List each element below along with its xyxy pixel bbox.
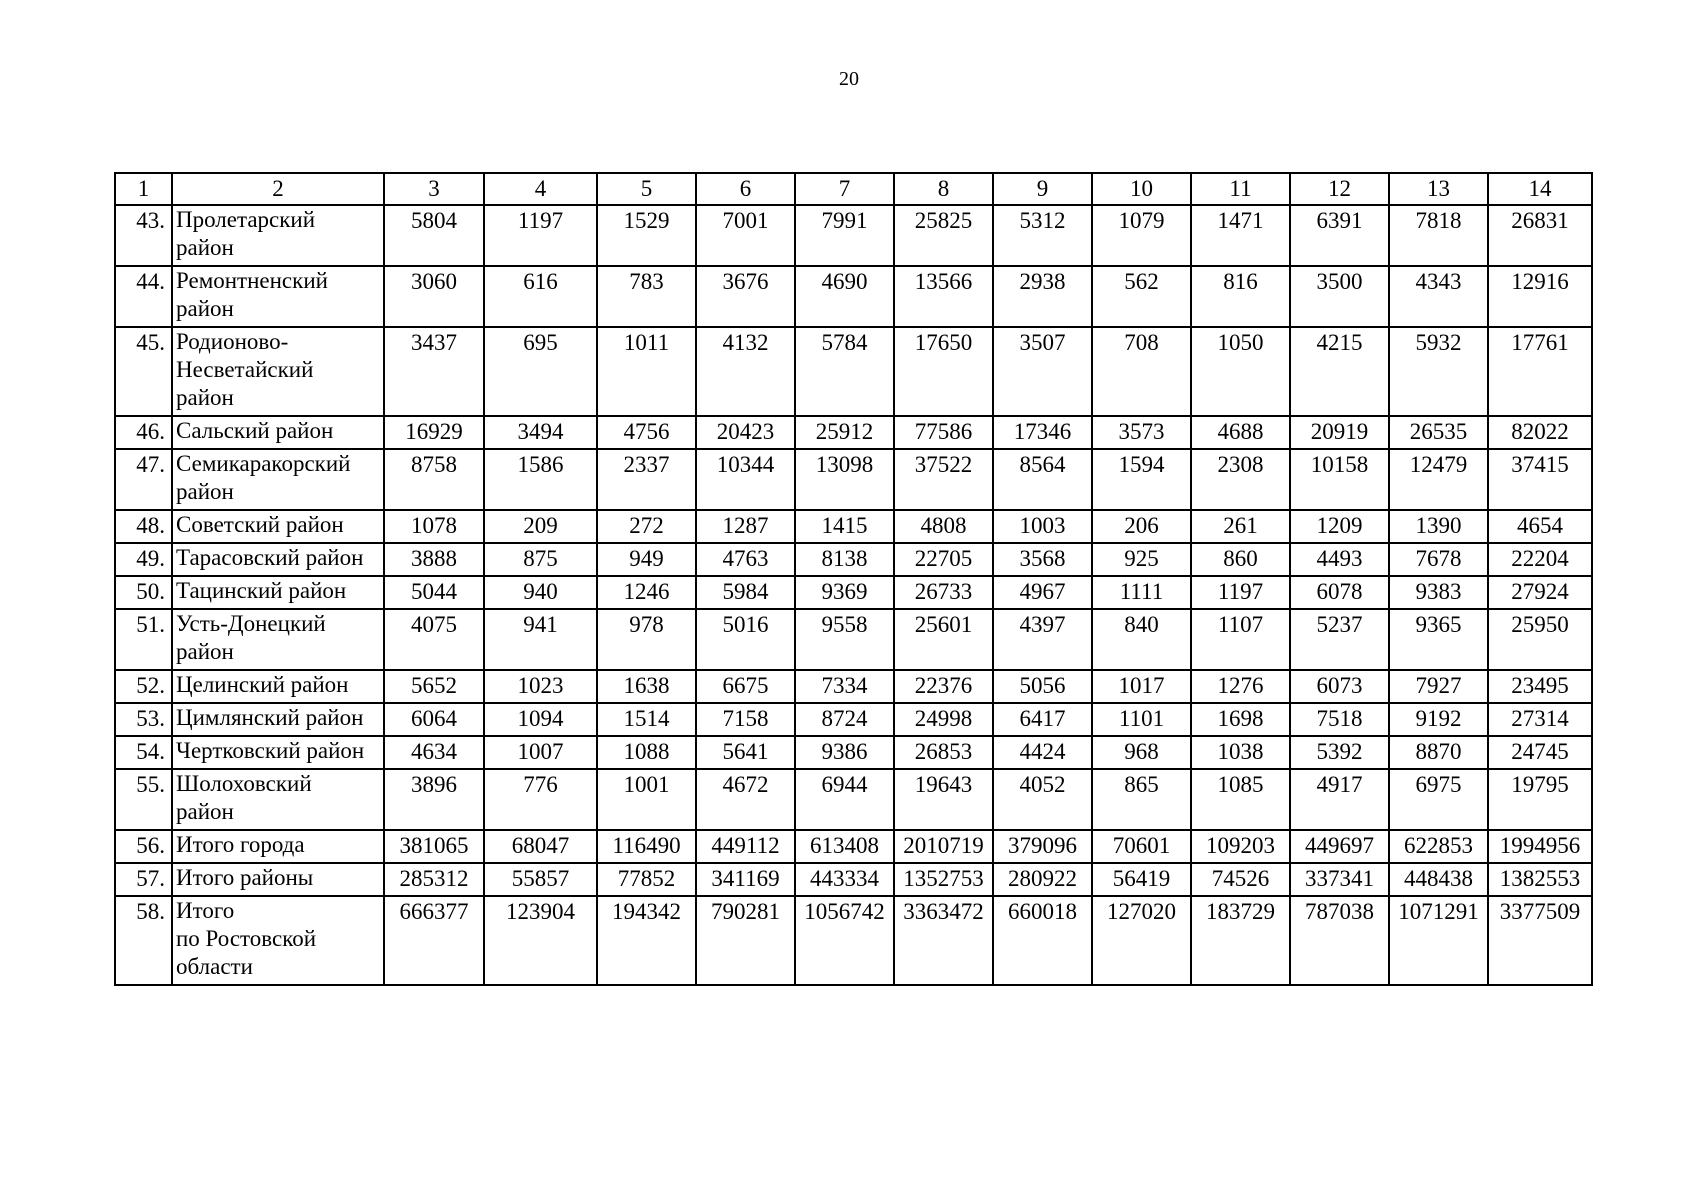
row-number: 57. [115, 863, 172, 896]
value-cell: 613408 [795, 830, 894, 863]
value-cell: 24998 [894, 703, 993, 736]
district-name: Цимлянский район [172, 703, 384, 736]
value-cell: 1078 [384, 510, 484, 543]
value-cell: 448438 [1389, 863, 1488, 896]
value-cell: 7927 [1389, 670, 1488, 703]
value-cell: 37415 [1488, 449, 1592, 510]
district-name: Итого города [172, 830, 384, 863]
value-cell: 4654 [1488, 510, 1592, 543]
district-name: Усть-Донецкий район [172, 609, 384, 670]
value-cell: 4967 [993, 576, 1092, 609]
value-cell: 1415 [795, 510, 894, 543]
value-cell: 783 [597, 266, 696, 327]
value-cell: 194342 [597, 896, 696, 985]
value-cell: 341169 [696, 863, 795, 896]
value-cell: 4343 [1389, 266, 1488, 327]
value-cell: 4397 [993, 609, 1092, 670]
value-cell: 7678 [1389, 543, 1488, 576]
value-cell: 209 [484, 510, 597, 543]
row-number: 47. [115, 449, 172, 510]
value-cell: 449697 [1290, 830, 1389, 863]
row-number: 54. [115, 736, 172, 769]
value-cell: 24745 [1488, 736, 1592, 769]
value-cell: 3494 [484, 416, 597, 449]
value-cell: 860 [1191, 543, 1290, 576]
value-cell: 13098 [795, 449, 894, 510]
value-cell: 7518 [1290, 703, 1389, 736]
value-cell: 3676 [696, 266, 795, 327]
value-cell: 7818 [1389, 205, 1488, 266]
value-cell: 8564 [993, 449, 1092, 510]
value-cell: 56419 [1092, 863, 1191, 896]
value-cell: 5652 [384, 670, 484, 703]
row-number: 48. [115, 510, 172, 543]
value-cell: 4215 [1290, 327, 1389, 416]
value-cell: 1023 [484, 670, 597, 703]
value-cell: 940 [484, 576, 597, 609]
table-row [115, 670, 1592, 703]
value-cell: 4634 [384, 736, 484, 769]
value-cell: 1101 [1092, 703, 1191, 736]
value-cell: 708 [1092, 327, 1191, 416]
value-cell: 776 [484, 769, 597, 830]
value-cell: 449112 [696, 830, 795, 863]
district-name: Итого по Ростовской области [172, 896, 384, 985]
row-number: 43. [115, 205, 172, 266]
district-name: Семикаракорский район [172, 449, 384, 510]
value-cell: 6073 [1290, 670, 1389, 703]
column-header: 1 [115, 173, 172, 205]
value-cell: 1107 [1191, 609, 1290, 670]
value-cell: 77586 [894, 416, 993, 449]
value-cell: 206 [1092, 510, 1191, 543]
value-cell: 127020 [1092, 896, 1191, 985]
value-cell: 6391 [1290, 205, 1389, 266]
value-cell: 9558 [795, 609, 894, 670]
value-cell: 20919 [1290, 416, 1389, 449]
value-cell: 82022 [1488, 416, 1592, 449]
value-cell: 123904 [484, 896, 597, 985]
value-cell: 1390 [1389, 510, 1488, 543]
value-cell: 6944 [795, 769, 894, 830]
value-cell: 3507 [993, 327, 1092, 416]
value-cell: 20423 [696, 416, 795, 449]
value-cell: 925 [1092, 543, 1191, 576]
value-cell: 7991 [795, 205, 894, 266]
district-name: Тацинский район [172, 576, 384, 609]
value-cell: 4808 [894, 510, 993, 543]
district-name: Тарасовский район [172, 543, 384, 576]
value-cell: 790281 [696, 896, 795, 985]
column-header: 6 [696, 173, 795, 205]
value-cell: 1514 [597, 703, 696, 736]
value-cell: 70601 [1092, 830, 1191, 863]
district-name: Итого районы [172, 863, 384, 896]
value-cell: 666377 [384, 896, 484, 985]
value-cell: 16929 [384, 416, 484, 449]
value-cell: 8870 [1389, 736, 1488, 769]
value-cell: 4672 [696, 769, 795, 830]
district-name: Целинский район [172, 670, 384, 703]
value-cell: 17346 [993, 416, 1092, 449]
value-cell: 6078 [1290, 576, 1389, 609]
value-cell: 865 [1092, 769, 1191, 830]
value-cell: 26733 [894, 576, 993, 609]
value-cell: 3568 [993, 543, 1092, 576]
value-cell: 6675 [696, 670, 795, 703]
value-cell: 5312 [993, 205, 1092, 266]
value-cell: 379096 [993, 830, 1092, 863]
value-cell: 4424 [993, 736, 1092, 769]
value-cell: 6975 [1389, 769, 1488, 830]
value-cell: 1038 [1191, 736, 1290, 769]
value-cell: 3363472 [894, 896, 993, 985]
value-cell: 1056742 [795, 896, 894, 985]
district-name: Чертковский район [172, 736, 384, 769]
value-cell: 7001 [696, 205, 795, 266]
value-cell: 26853 [894, 736, 993, 769]
column-header: 10 [1092, 173, 1191, 205]
value-cell: 25912 [795, 416, 894, 449]
row-number: 44. [115, 266, 172, 327]
table-row [115, 863, 1592, 896]
value-cell: 10158 [1290, 449, 1389, 510]
value-cell: 1007 [484, 736, 597, 769]
value-cell: 27314 [1488, 703, 1592, 736]
value-cell: 5056 [993, 670, 1092, 703]
value-cell: 1094 [484, 703, 597, 736]
value-cell: 2010719 [894, 830, 993, 863]
column-header: 3 [384, 173, 484, 205]
value-cell: 443334 [795, 863, 894, 896]
table-row [115, 830, 1592, 863]
value-cell: 4493 [1290, 543, 1389, 576]
value-cell: 9383 [1389, 576, 1488, 609]
value-cell: 1994956 [1488, 830, 1592, 863]
row-number: 55. [115, 769, 172, 830]
value-cell: 1529 [597, 205, 696, 266]
value-cell: 3888 [384, 543, 484, 576]
value-cell: 17650 [894, 327, 993, 416]
value-cell: 3060 [384, 266, 484, 327]
value-cell: 13566 [894, 266, 993, 327]
value-cell: 5984 [696, 576, 795, 609]
value-cell: 8758 [384, 449, 484, 510]
value-cell: 4763 [696, 543, 795, 576]
value-cell: 22376 [894, 670, 993, 703]
value-cell: 5044 [384, 576, 484, 609]
value-cell: 1209 [1290, 510, 1389, 543]
value-cell: 8138 [795, 543, 894, 576]
district-name: Советский район [172, 510, 384, 543]
table-row [115, 510, 1592, 543]
value-cell: 1003 [993, 510, 1092, 543]
value-cell: 6417 [993, 703, 1092, 736]
value-cell: 74526 [1191, 863, 1290, 896]
table-row [115, 896, 1592, 985]
value-cell: 7334 [795, 670, 894, 703]
column-header: 11 [1191, 173, 1290, 205]
column-header: 12 [1290, 173, 1389, 205]
value-cell: 285312 [384, 863, 484, 896]
value-cell: 4132 [696, 327, 795, 416]
value-cell: 1088 [597, 736, 696, 769]
table-row [115, 205, 1592, 266]
value-cell: 816 [1191, 266, 1290, 327]
value-cell: 1197 [484, 205, 597, 266]
value-cell: 1050 [1191, 327, 1290, 416]
value-cell: 875 [484, 543, 597, 576]
column-header: 4 [484, 173, 597, 205]
column-header: 9 [993, 173, 1092, 205]
value-cell: 2938 [993, 266, 1092, 327]
value-cell: 3377509 [1488, 896, 1592, 985]
value-cell: 4075 [384, 609, 484, 670]
district-name: Ремонтненский район [172, 266, 384, 327]
value-cell: 5237 [1290, 609, 1389, 670]
district-name: Шолоховский район [172, 769, 384, 830]
value-cell: 1382553 [1488, 863, 1592, 896]
row-number: 58. [115, 896, 172, 985]
table-row [115, 449, 1592, 510]
column-header: 8 [894, 173, 993, 205]
value-cell: 19795 [1488, 769, 1592, 830]
table-row [115, 327, 1592, 416]
value-cell: 1638 [597, 670, 696, 703]
column-header: 13 [1389, 173, 1488, 205]
value-cell: 1111 [1092, 576, 1191, 609]
table-row [115, 703, 1592, 736]
value-cell: 1246 [597, 576, 696, 609]
value-cell: 978 [597, 609, 696, 670]
table-row [115, 543, 1592, 576]
table-header-row [115, 173, 1592, 205]
value-cell: 9386 [795, 736, 894, 769]
value-cell: 12479 [1389, 449, 1488, 510]
value-cell: 68047 [484, 830, 597, 863]
value-cell: 3573 [1092, 416, 1191, 449]
value-cell: 25950 [1488, 609, 1592, 670]
value-cell: 4756 [597, 416, 696, 449]
value-cell: 1197 [1191, 576, 1290, 609]
value-cell: 37522 [894, 449, 993, 510]
column-header: 14 [1488, 173, 1592, 205]
value-cell: 4052 [993, 769, 1092, 830]
district-name: Сальский район [172, 416, 384, 449]
row-number: 51. [115, 609, 172, 670]
value-cell: 109203 [1191, 830, 1290, 863]
row-number: 56. [115, 830, 172, 863]
table-row [115, 609, 1592, 670]
value-cell: 26535 [1389, 416, 1488, 449]
value-cell: 616 [484, 266, 597, 327]
table-row [115, 769, 1592, 830]
district-name: Родионово- Несветайский район [172, 327, 384, 416]
value-cell: 27924 [1488, 576, 1592, 609]
value-cell: 1011 [597, 327, 696, 416]
value-cell: 1594 [1092, 449, 1191, 510]
value-cell: 7158 [696, 703, 795, 736]
value-cell: 23495 [1488, 670, 1592, 703]
value-cell: 1471 [1191, 205, 1290, 266]
value-cell: 6064 [384, 703, 484, 736]
value-cell: 1276 [1191, 670, 1290, 703]
value-cell: 1079 [1092, 205, 1191, 266]
table-row [115, 736, 1592, 769]
value-cell: 337341 [1290, 863, 1389, 896]
row-number: 45. [115, 327, 172, 416]
value-cell: 116490 [597, 830, 696, 863]
value-cell: 261 [1191, 510, 1290, 543]
value-cell: 1287 [696, 510, 795, 543]
statistics-table [114, 172, 1593, 986]
value-cell: 5392 [1290, 736, 1389, 769]
value-cell: 22204 [1488, 543, 1592, 576]
value-cell: 949 [597, 543, 696, 576]
value-cell: 1001 [597, 769, 696, 830]
value-cell: 272 [597, 510, 696, 543]
row-number: 46. [115, 416, 172, 449]
value-cell: 562 [1092, 266, 1191, 327]
value-cell: 5804 [384, 205, 484, 266]
value-cell: 9365 [1389, 609, 1488, 670]
column-header: 5 [597, 173, 696, 205]
value-cell: 1071291 [1389, 896, 1488, 985]
district-name: Пролетарский район [172, 205, 384, 266]
table-row [115, 416, 1592, 449]
value-cell: 5784 [795, 327, 894, 416]
value-cell: 25601 [894, 609, 993, 670]
value-cell: 12916 [1488, 266, 1592, 327]
table-row [115, 266, 1592, 327]
value-cell: 9192 [1389, 703, 1488, 736]
value-cell: 1586 [484, 449, 597, 510]
value-cell: 941 [484, 609, 597, 670]
value-cell: 381065 [384, 830, 484, 863]
table-row [115, 576, 1592, 609]
value-cell: 26831 [1488, 205, 1592, 266]
value-cell: 55857 [484, 863, 597, 896]
value-cell: 5641 [696, 736, 795, 769]
column-header: 2 [172, 173, 384, 205]
value-cell: 968 [1092, 736, 1191, 769]
value-cell: 1017 [1092, 670, 1191, 703]
row-number: 53. [115, 703, 172, 736]
value-cell: 9369 [795, 576, 894, 609]
value-cell: 4688 [1191, 416, 1290, 449]
row-number: 50. [115, 576, 172, 609]
value-cell: 2308 [1191, 449, 1290, 510]
value-cell: 1352753 [894, 863, 993, 896]
value-cell: 1085 [1191, 769, 1290, 830]
value-cell: 3896 [384, 769, 484, 830]
column-header: 7 [795, 173, 894, 205]
value-cell: 183729 [1191, 896, 1290, 985]
value-cell: 787038 [1290, 896, 1389, 985]
value-cell: 2337 [597, 449, 696, 510]
value-cell: 660018 [993, 896, 1092, 985]
value-cell: 10344 [696, 449, 795, 510]
value-cell: 622853 [1389, 830, 1488, 863]
value-cell: 4690 [795, 266, 894, 327]
value-cell: 4917 [1290, 769, 1389, 830]
value-cell: 25825 [894, 205, 993, 266]
value-cell: 3437 [384, 327, 484, 416]
value-cell: 19643 [894, 769, 993, 830]
row-number: 52. [115, 670, 172, 703]
value-cell: 8724 [795, 703, 894, 736]
value-cell: 280922 [993, 863, 1092, 896]
value-cell: 5016 [696, 609, 795, 670]
value-cell: 77852 [597, 863, 696, 896]
row-number: 49. [115, 543, 172, 576]
value-cell: 1698 [1191, 703, 1290, 736]
value-cell: 22705 [894, 543, 993, 576]
value-cell: 695 [484, 327, 597, 416]
value-cell: 17761 [1488, 327, 1592, 416]
page-number: 20 [839, 68, 859, 90]
value-cell: 840 [1092, 609, 1191, 670]
value-cell: 5932 [1389, 327, 1488, 416]
value-cell: 3500 [1290, 266, 1389, 327]
